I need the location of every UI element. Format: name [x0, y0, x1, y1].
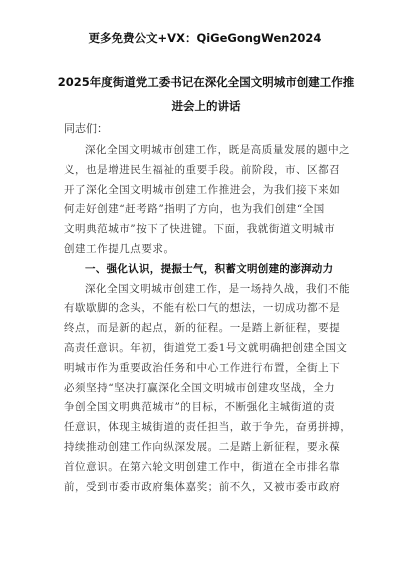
paragraph-line: 有歇歇脚的念头，不能有松口气的想法，一切成功都不是: [64, 302, 341, 315]
paragraph-line: 何走好创建“赶考路”指明了方向，也为我们创建“全国: [64, 203, 325, 216]
document-body: [64, 141, 364, 497]
paragraph-line: 争创全国文明典范城市”的目标，不断强化主城街道的责: [64, 401, 336, 414]
paragraph-line: 创建工作提几点要求。: [64, 242, 175, 255]
paragraph-line: 必须坚持“坚决打赢深化全国文明城市创建攻坚战，全力: [64, 381, 336, 394]
section-heading: 一、强化认识，提振士气，积蓄文明创建的澎湃动力: [85, 262, 334, 275]
document-title: [36, 70, 376, 118]
title-line-2: 进会上的讲话: [171, 99, 241, 113]
paragraph-line: 首位意识。在第六轮文明创建工作中，街道在全市排名靠: [64, 460, 341, 473]
paragraph-line: 文明典范城市”按下了快进键。下面，我就街道文明城市: [64, 223, 336, 236]
paragraph-line: 高责任意识。年初，街道党工委1号文就明确把创建全国文: [64, 341, 348, 354]
title-line-1: 2025年度街道党工委书记在深化全国文明城市创建工作推: [57, 75, 355, 89]
salutation: 同志们：: [64, 122, 108, 135]
paragraph-line: 明城市作为重要政治任务和中心工作进行布置，全街上下: [64, 361, 341, 374]
paragraph-line: 开了深化全国文明城市创建工作推进会，为我们接下来如: [64, 183, 341, 196]
paragraph-line: 深化全国文明城市创建工作，既是高质量发展的题中之: [85, 144, 351, 156]
paragraph-line: 持续推动创建工作向纵深发展。二是踏上新征程，要永葆: [64, 440, 341, 453]
paragraph-line: 深化全国文明城市创建工作，是一场持久战，我们不能: [85, 282, 351, 295]
paragraph-line: 任意识，体现主城街道的责任担当，敢于争先，奋勇拼搏，: [64, 421, 352, 434]
header-note: 更多免费公文+VX：QiGeGongWen2024: [88, 31, 322, 45]
paragraph-line: 终点，而是新的起点，新的征程。一是踏上新征程，要提: [64, 322, 341, 335]
paragraph-line: 义，也是增进民生福祉的重要手段。前阶段，市、区都召: [64, 163, 341, 176]
paragraph-line: 前，受到市委市政府集体嘉奖；前不久，又被市委市政府: [64, 480, 341, 493]
